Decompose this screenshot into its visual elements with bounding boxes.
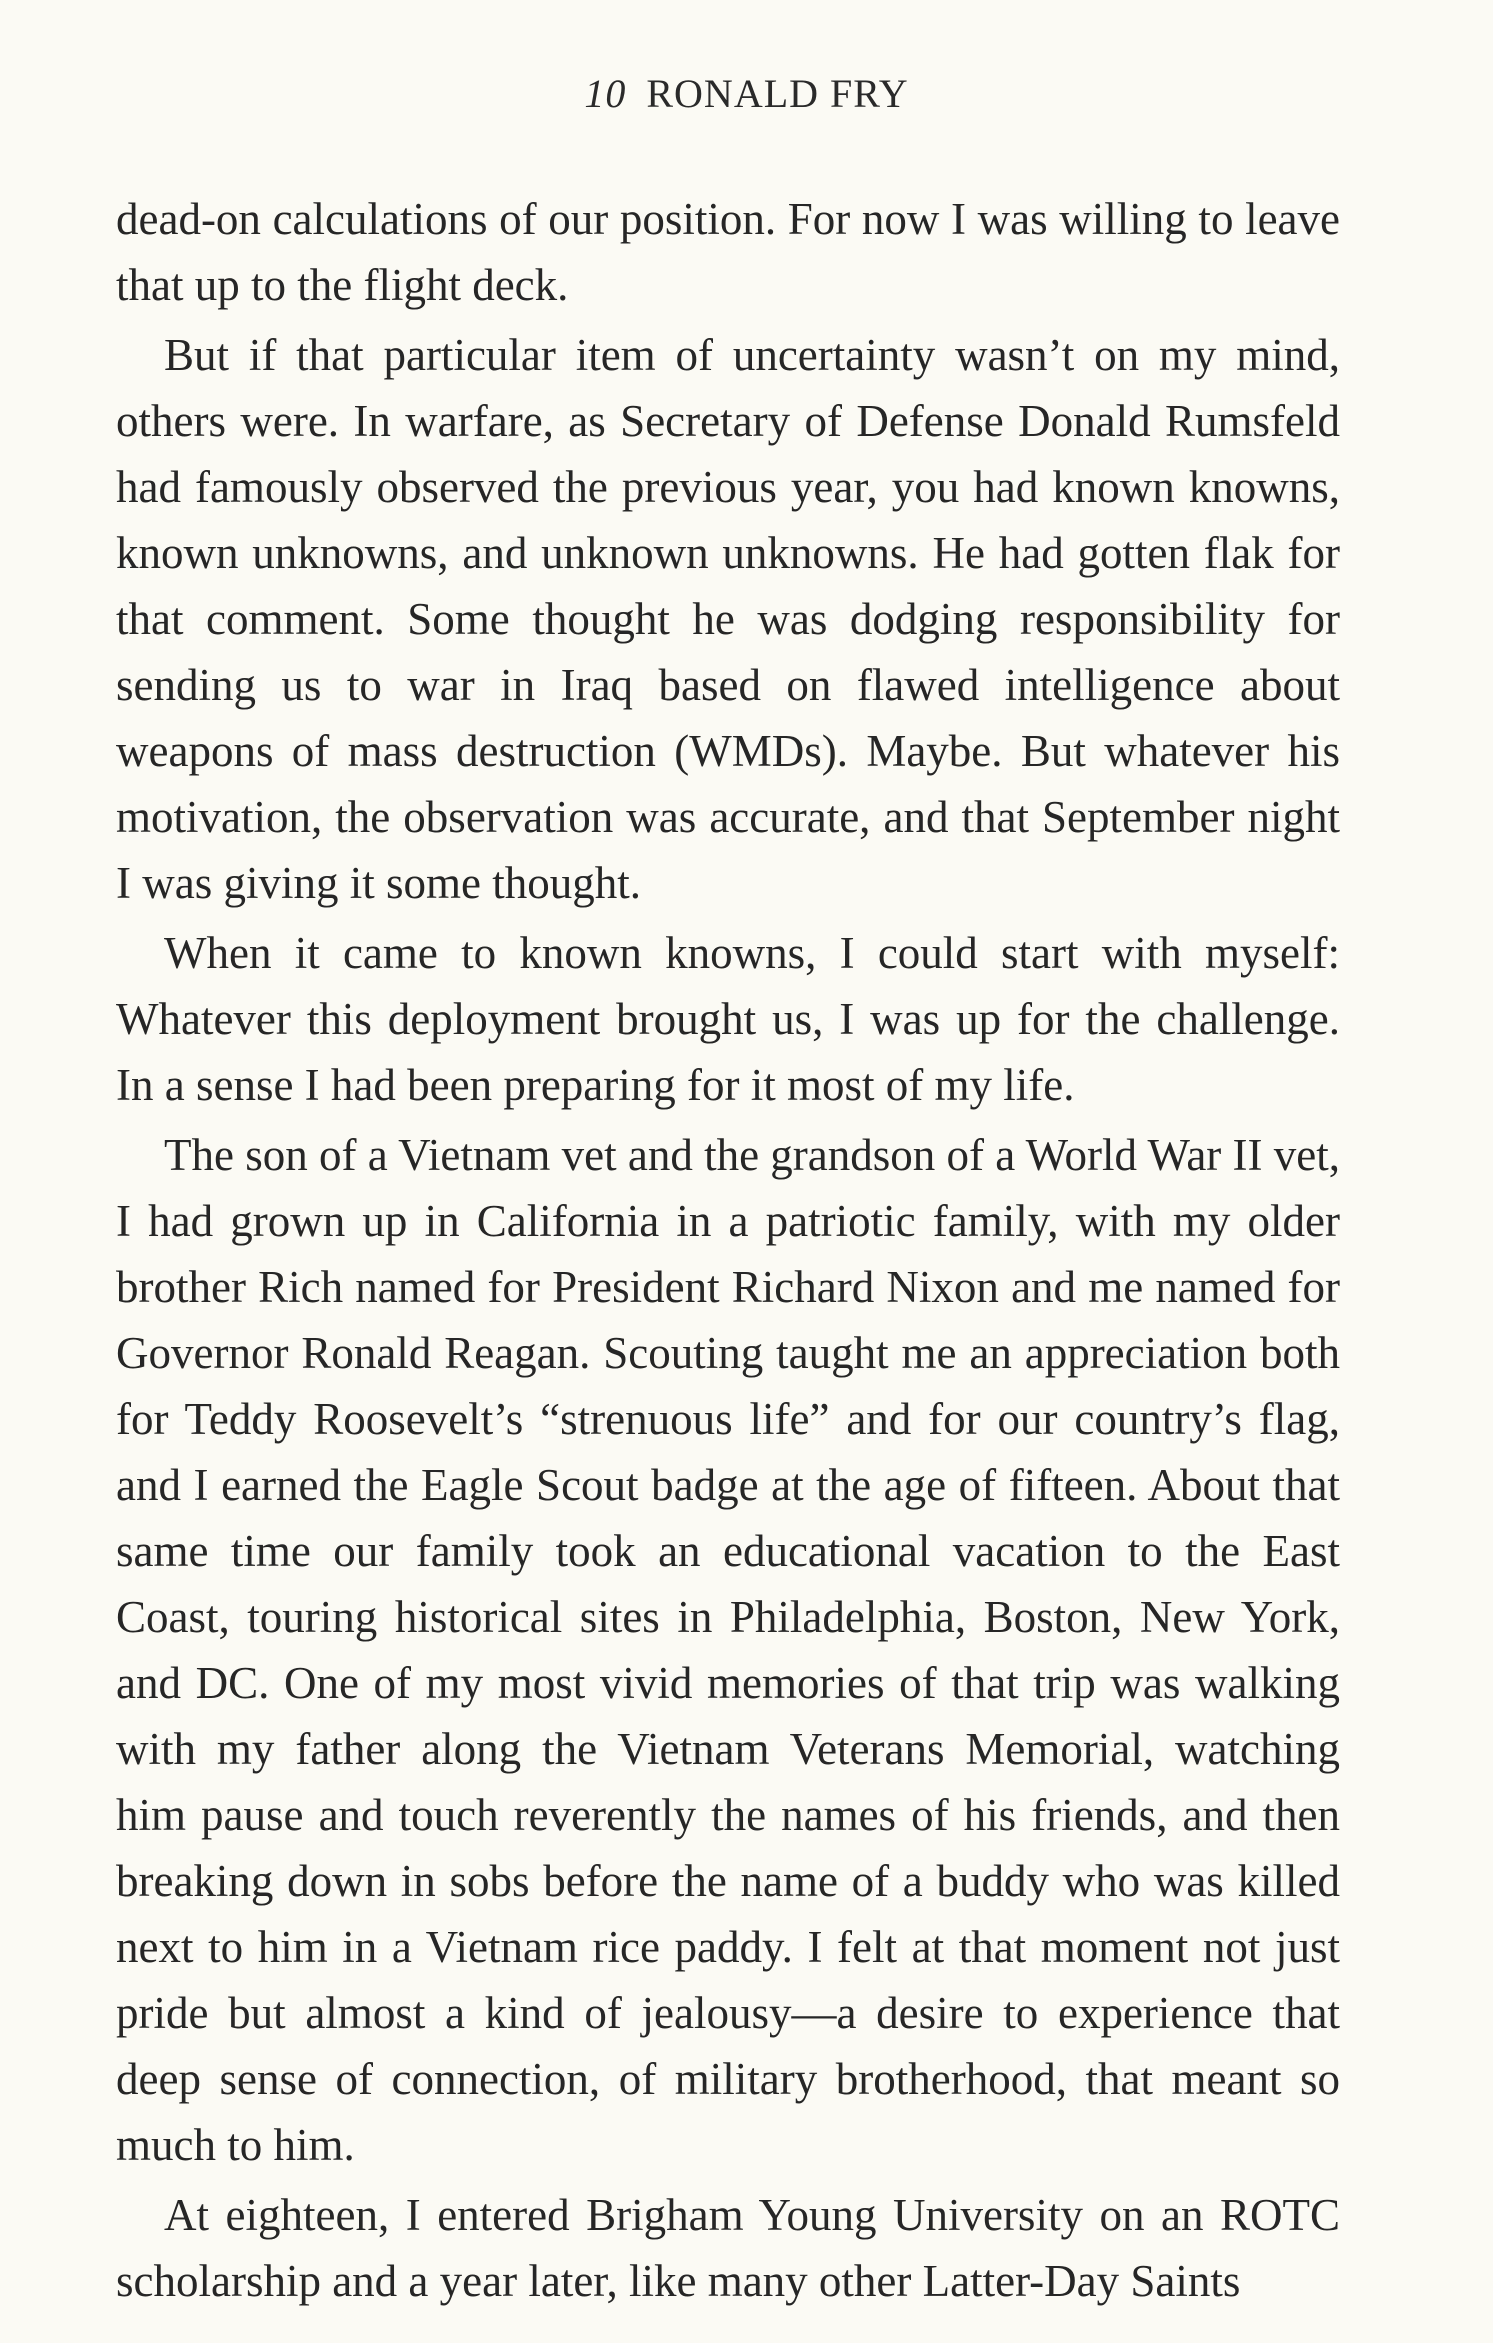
page-number: 10 xyxy=(584,71,627,116)
paragraph-family-background: The son of a Vietnam vet and the grandson of a World War II vet, I had grown up in California in a patriotic family, with my older brother Rich named for President Richard Nixon and me named for Governor Ronald Reagan. Scouting taught me an appreciation both for Teddy Roosevelt’s “strenuous life” and for our country’s flag, and I earned the Eagle Scout badge at the age of fifteen. About that same time our family took an educational vacation to the East Coast, touring historical sites in Philadelphia, Boston, New York, and DC. One of my most vivid memories of that trip was walking with my father along the Vietnam Veterans Memorial, watching him pause and touch reverently the names of his friends, and then breaking down in sobs before the name of a buddy who was killed next to him in a Vietnam rice paddy. I felt at that moment not just pride but almost a kind of jealousy—a desire to experience that deep sense of connection, of military brotherhood, that meant so much to him. xyxy=(116,1130,1340,2170)
author-name: RONALD FRY xyxy=(646,71,909,116)
body-text xyxy=(116,186,1340,2314)
paragraph-known-knowns: When it came to known knowns, I could start with myself: Whatever this deployment brought us, I was up for the challenge. In a sense I had been preparing for it most of my life. xyxy=(116,928,1340,1110)
running-head xyxy=(0,70,1493,117)
paragraph-continued: dead-on calculations of our position. For now I was willing to leave that up to the flight deck. xyxy=(116,194,1340,310)
paragraph-byu: At eighteen, I entered Brigham Young University on an ROTC scholarship and a year later, like many other Latter-Day Saints xyxy=(116,2190,1340,2306)
paragraph-rumsfeld: But if that particular item of uncertainty wasn’t on my mind, others were. In warfare, as Secretary of Defense Donald Rumsfeld had famously observed the previous year, you had known knowns, known unknowns, and unknown unknowns. He had gotten flak for that comment. Some thought he was dodging responsibility for sending us to war in Iraq based on flawed intelligence about weapons of mass destruction (WMDs). Maybe. But whatever his motivation, the observation was accurate, and that September night I was giving it some thought. xyxy=(116,330,1340,908)
